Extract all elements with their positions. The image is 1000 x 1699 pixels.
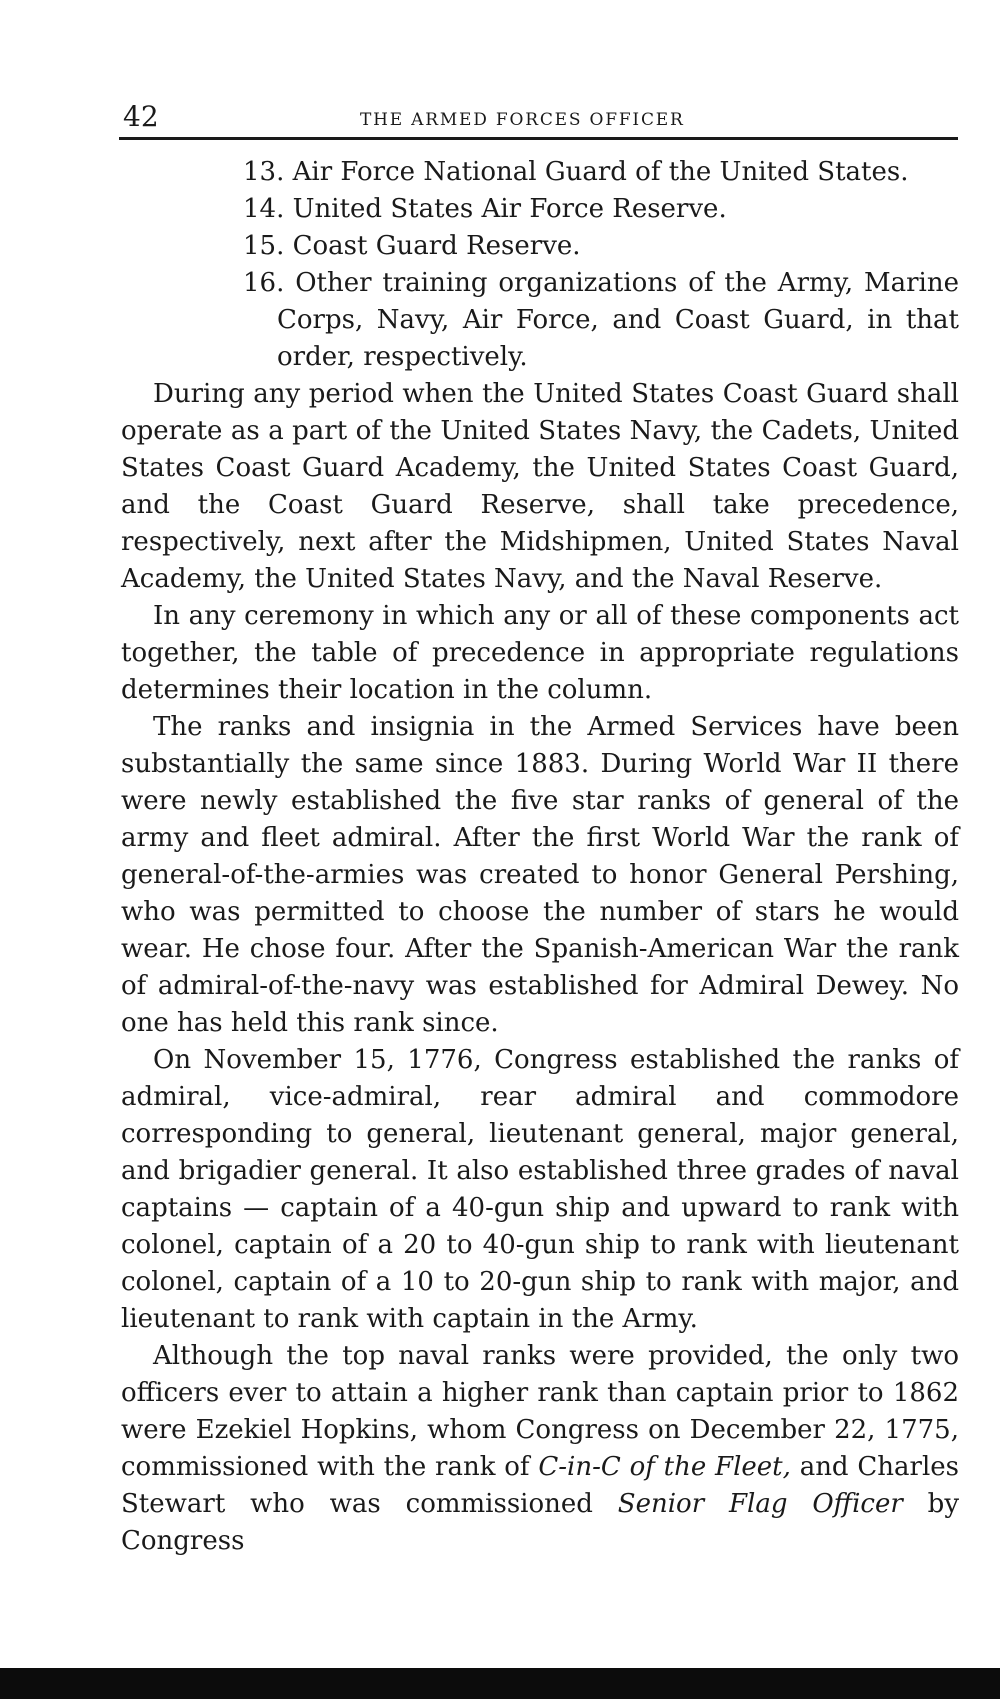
list-item-number: 15. xyxy=(243,231,285,261)
paragraph-coast-guard-precedence: During any period when the United States Coast Guard shall operate as a part of the United States Navy, the Cadets, United States Coast Guard Academy, the United States Coast Guard, and the Coast Guard Reserve, shall take precedence, respectively, next after the Midshipmen, United States Naval Academy, the United States Navy, and the Naval Reserve. xyxy=(121,379,959,594)
italic-title: Senior Flag Officer xyxy=(617,1489,903,1519)
paragraph-ranks-insignia: The ranks and insignia in the Armed Services have been substantially the same since 1883. During World War II there were newly established the five star ranks of general of the army and fleet admiral. After the first World War the rank of general-of-the-armies was created to honor General Pershing, who was permitted to choose the number of stars he would wear. He chose four. After the Spanish-American War the rank of admiral-of-the-navy was established for Admiral Dewey. No one has held this rank since. xyxy=(121,712,959,1038)
body-text xyxy=(121,154,959,1560)
list-item-number: 16. xyxy=(243,268,285,298)
list-item xyxy=(121,228,959,265)
scan-edge-band xyxy=(0,1668,1000,1699)
list-item-text: Coast Guard Reserve. xyxy=(292,231,581,261)
page-number: 42 xyxy=(123,100,159,133)
paragraph-text: by Congress xyxy=(121,1489,960,1556)
list-item-number: 13. xyxy=(243,157,285,187)
list-item-text: Air Force National Guard of the United States. xyxy=(292,157,909,187)
paragraph-text: and Charles Stewart who was commissioned xyxy=(121,1452,959,1519)
list-item xyxy=(121,154,959,191)
paragraph-november-1776: On November 15, 1776, Congress established the ranks of admiral, vice-admiral, rear admiral and commodore corresponding to general, lieutenant general, major general, and brigadier general. It also established three grades of naval captains — captain of a 40-gun ship and upward to rank with colonel, captain of a 20 to 40-gun ship to rank with lieutenant colonel, captain of a 10 to 20-gun ship to rank with major, and lieutenant to rank with captain in the Army. xyxy=(121,1045,959,1334)
running-title: THE ARMED FORCES OFFICER xyxy=(360,110,685,130)
paragraph-naval-ranks xyxy=(121,1338,959,1560)
list-item-text: United States Air Force Reserve. xyxy=(292,194,727,224)
paragraph-ceremony: In any ceremony in which any or all of these components act together, the table of precedence in appropriate regulations determines their location in the column. xyxy=(121,601,959,705)
italic-title: C-in-C of the Fleet, xyxy=(538,1452,791,1482)
list-item xyxy=(121,191,959,228)
paragraph-text: Although the top naval ranks were provided, the only two officers ever to attain a higher rank than captain prior to 1862 were Ezekiel Hopkins, whom Congress on December 22, 1775, commissioned with the rank of xyxy=(121,1341,959,1482)
list-item-number: 14. xyxy=(243,194,285,224)
list-item-text: Other training organizations of the Army, Marine Corps, Navy, Air Force, and Coast Guard, in that order, respectively. xyxy=(277,268,960,372)
list-item xyxy=(121,265,959,376)
header-rule xyxy=(119,137,958,140)
